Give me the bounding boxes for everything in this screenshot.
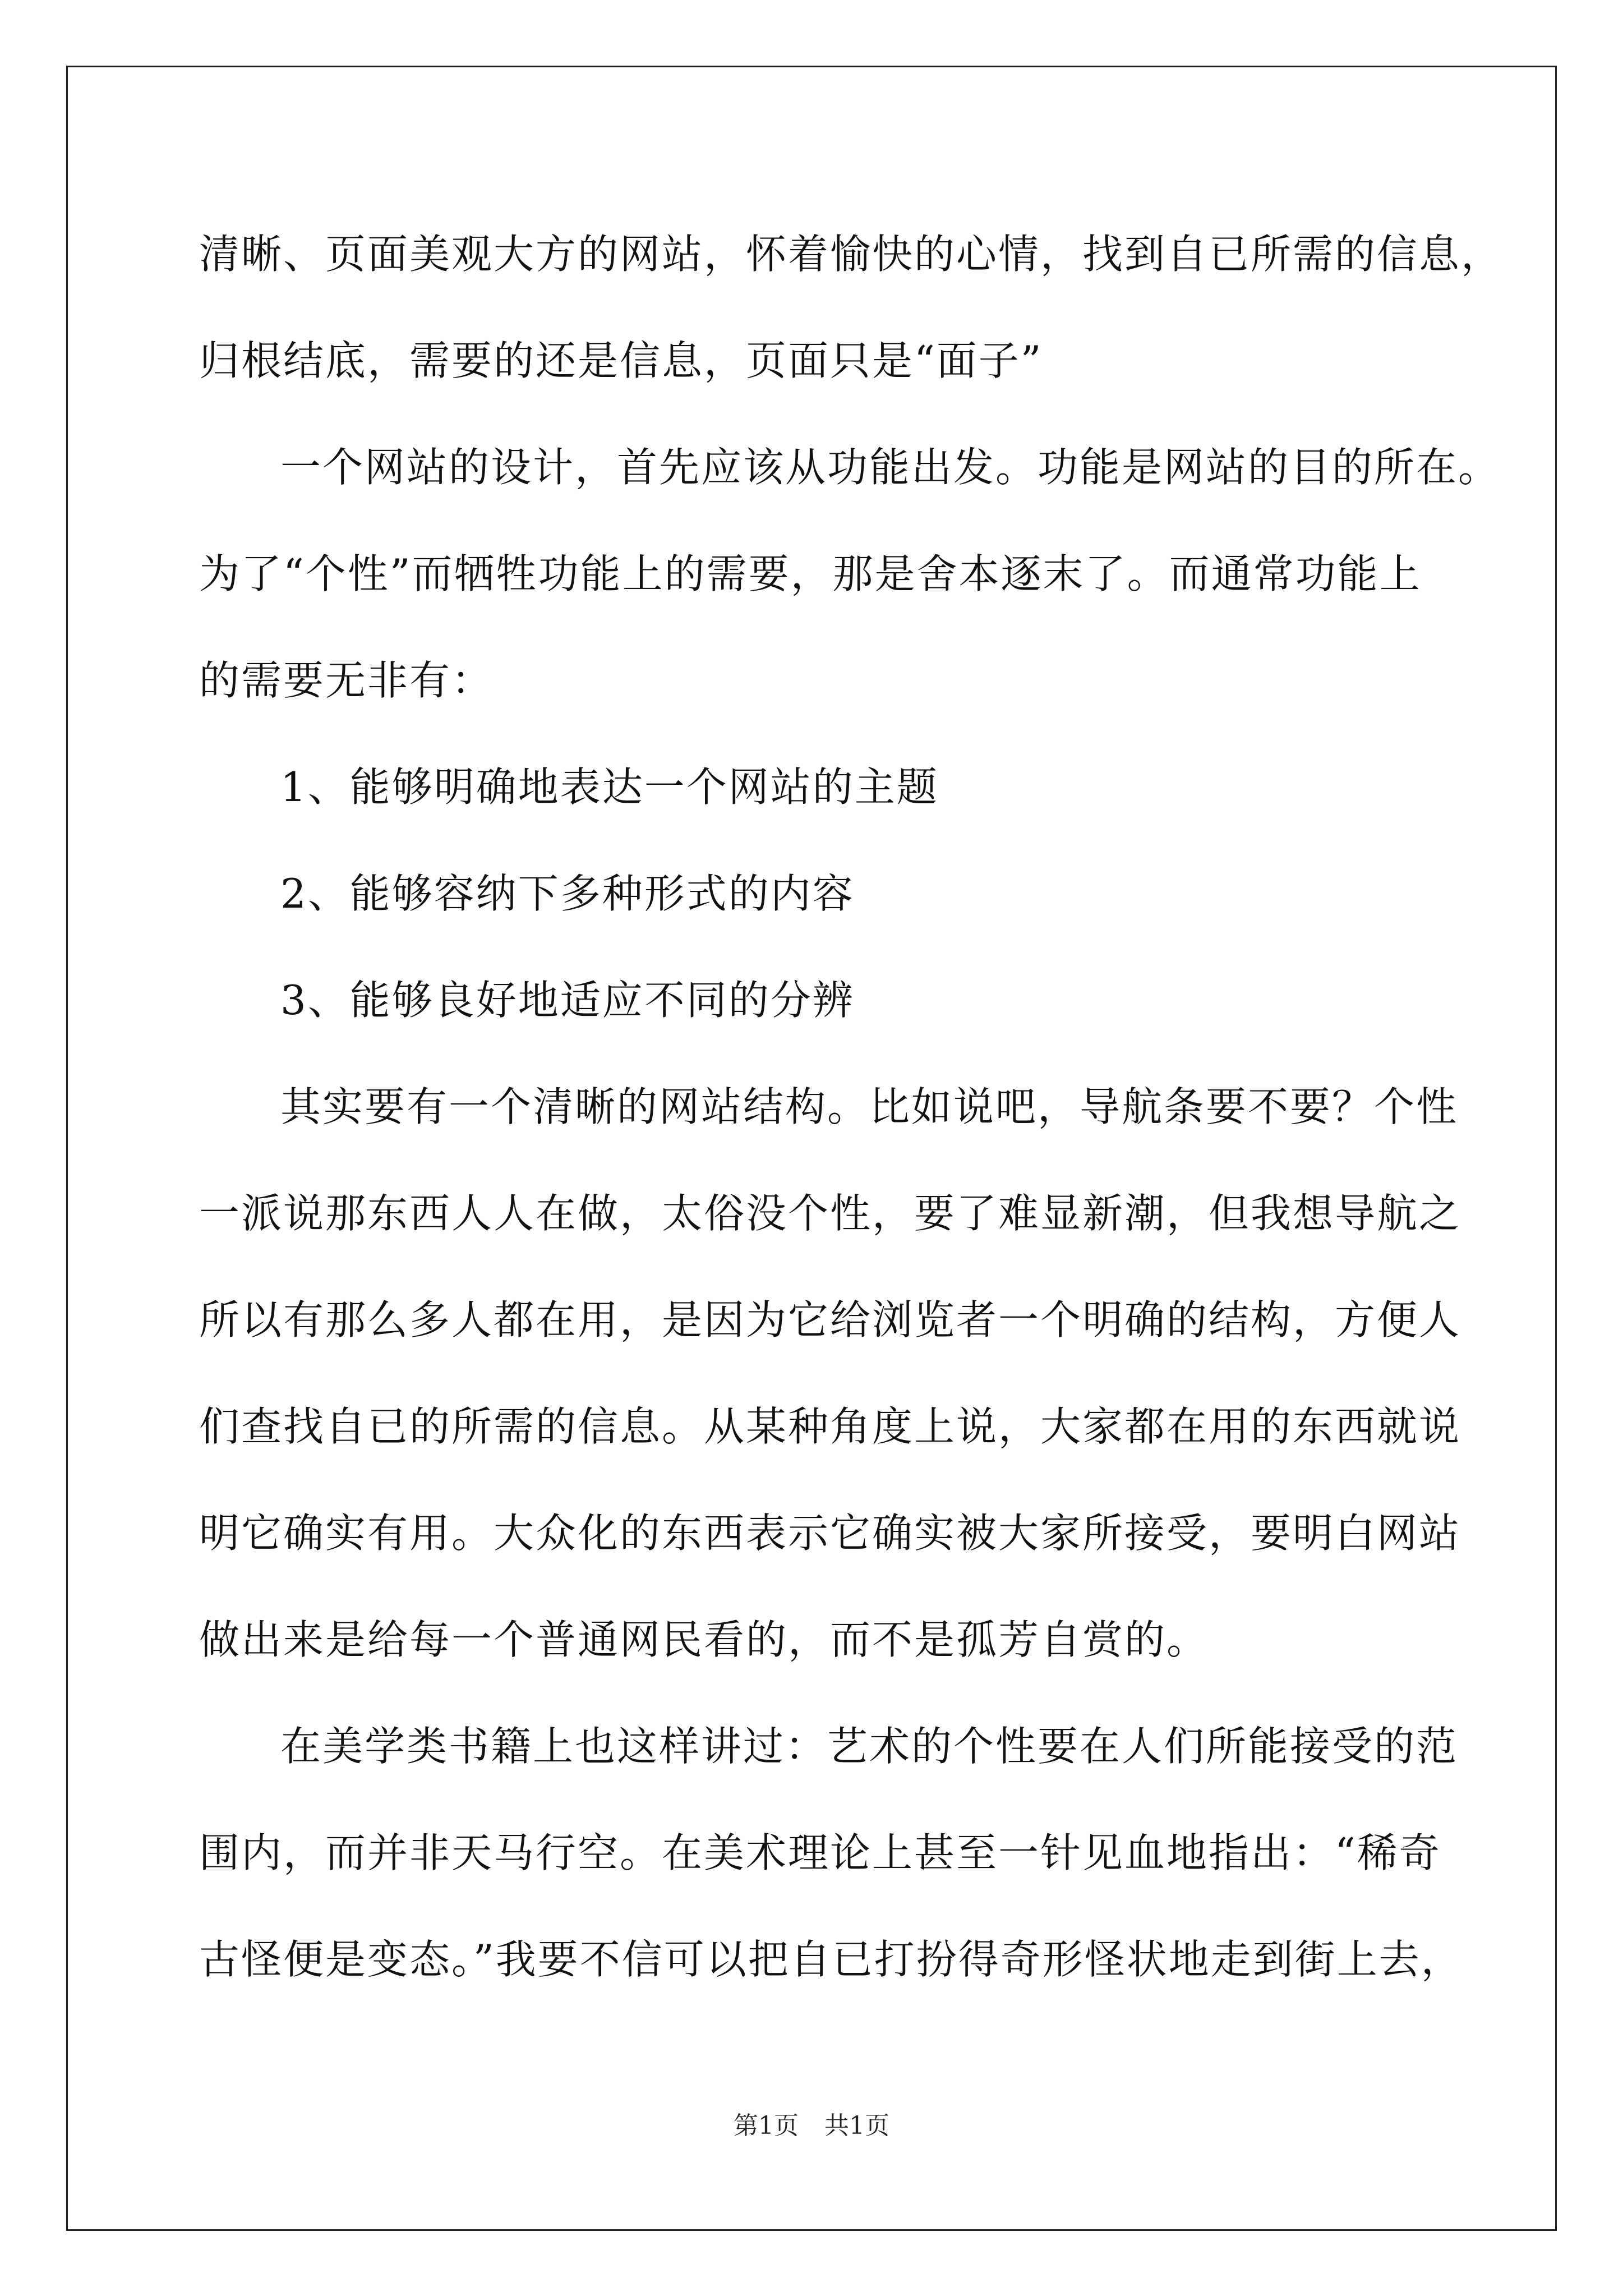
- page-total: 共1页: [824, 2111, 889, 2140]
- paragraph-line: 古怪便是变态。”我要不信可以把自已打扮得奇形怪状地走到街上去，: [199, 1936, 1463, 1983]
- paragraph-line: 归根结底，需要的还是信息，页面只是“面子”: [199, 337, 1043, 384]
- paragraph-line: 做出来是给每一个普通网民看的，而不是孤芳自赏的。: [199, 1616, 1209, 1663]
- page-number: 第1页: [734, 2111, 799, 2140]
- paragraph-line: 一派说那东西人人在做，太俗没个性，要了难显新潮，但我想导航之: [199, 1190, 1461, 1237]
- paragraph-line: 围内，而并非天马行空。在美术理论上甚至一针见血地指出：“稀奇: [199, 1829, 1441, 1876]
- paragraph-line: 在美学类书籍上也这样讲过：艺术的个性要在人们所能接受的范: [280, 1723, 1459, 1770]
- list-item: 2、能够容纳下多种形式的内容: [280, 870, 855, 917]
- list-item: 3、能够良好地适应不同的分辨: [280, 977, 855, 1024]
- paragraph-line: 的需要无非有：: [199, 657, 494, 704]
- paragraph-line: 清晰、页面美观大方的网站，怀着愉快的心情，找到自已所需的信息，: [199, 231, 1504, 278]
- page-border: [66, 66, 1557, 2231]
- page-footer: [0, 2109, 1623, 2143]
- paragraph-line: 们查找自已的所需的信息。从某种角度上说，大家都在用的东西就说: [199, 1403, 1461, 1450]
- paragraph-line: 所以有那么多人都在用，是因为它给浏览者一个明确的结构，方便人: [199, 1296, 1461, 1343]
- paragraph-line: 一个网站的设计，首先应该从功能出发。功能是网站的目的所在。: [280, 444, 1501, 491]
- paragraph-line: 为了“个性”而牺牲功能上的需要，那是舍本逐末了。而通常功能上: [199, 550, 1422, 597]
- paragraph-line: 明它确实有用。大众化的东西表示它确实被大家所接受，要明白网站: [199, 1510, 1461, 1557]
- list-item: 1、能够明确地表达一个网站的主题: [280, 763, 939, 811]
- paragraph-line: 其实要有一个清晰的网站结构。比如说吧，导航条要不要？个性: [280, 1083, 1459, 1130]
